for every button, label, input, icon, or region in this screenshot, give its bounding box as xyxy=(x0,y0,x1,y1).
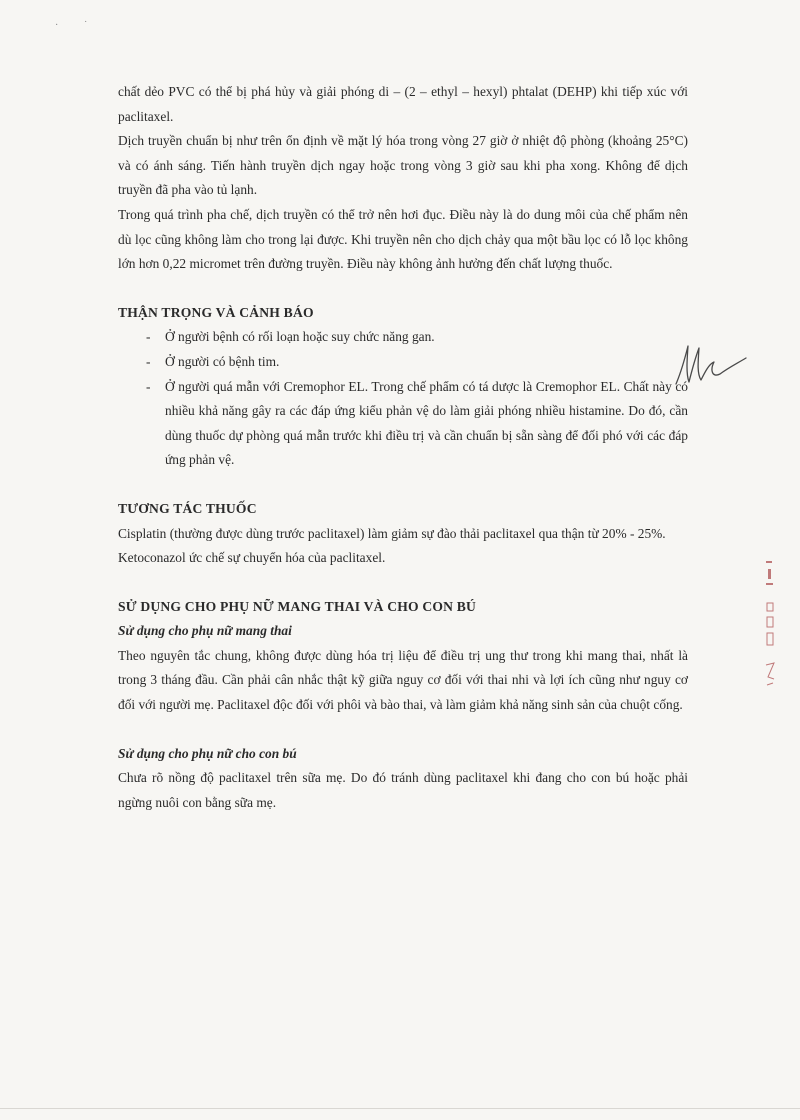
intro-paragraph-3: Trong quá trình pha chế, dịch truyền có thể trở nên hơi đục. Điều này là do dung môi của chế phẩm nên dù lọc cũng không làm cho trong lại được. Khi truyền nên cho dịch chảy qua một bầu lọc có lỗ lọc không lớn hơn 0,22 micromet trên đường truyền. Điều này không ảnh hưởng đến chất lượng thuốc. xyxy=(118,206,688,272)
edge-stamp-icon xyxy=(762,555,792,705)
scan-mark: ˙ xyxy=(84,20,88,31)
pregnancy-heading: SỬ DỤNG CHO PHỤ NỮ MANG THAI VÀ CHO CON BÚ xyxy=(118,598,477,614)
handwritten-initials-icon xyxy=(672,340,752,390)
list-item xyxy=(118,325,688,350)
list-item-text: Ở người bệnh có rối loạn hoặc suy chức năng gan. xyxy=(165,329,435,345)
precautions-list xyxy=(118,325,688,473)
interactions-heading: TƯƠNG TÁC THUỐC xyxy=(118,500,257,516)
bullet-dash: - xyxy=(146,329,151,345)
bullet-dash: - xyxy=(146,378,151,394)
list-item-text: Ở người có bệnh tim. xyxy=(165,353,280,369)
list-item xyxy=(118,350,688,375)
interactions-paragraph-2: Ketoconazol ức chế sự chuyển hóa của paclitaxel. xyxy=(118,550,386,566)
bullet-dash: - xyxy=(146,353,151,369)
intro-paragraph-2: Dịch truyền chuẩn bị như trên ổn định về mặt lý hóa trong vòng 27 giờ ở nhiệt độ phòng (khoảng 25°C) và có ánh sáng. Tiến hành truyền dịch ngay hoặc trong vòng 3 giờ sau khi pha xong. Không để dịch truyền đã pha vào tủ lạnh. xyxy=(118,133,688,198)
list-item-text: Ở người quá mẫn với Cremophor EL. Trong chế phẩm có tá dược là Cremophor EL. Chất này có nhiều khả năng gây ra các đáp ứng kiểu phản vệ do làm giải phóng nhiều histamine. Do đó, cần dùng thuốc dự phòng quá mẫn trước khi điều trị và cần chuẩn bị sẵn sàng để đối phó với các đáp ứng phản vệ. xyxy=(165,378,688,468)
list-item xyxy=(118,375,688,473)
lactation-subheading: Sử dụng cho phụ nữ cho con bú xyxy=(118,745,297,761)
document-body xyxy=(118,80,688,815)
scan-mark: · xyxy=(55,20,59,31)
interactions-paragraph-1: Cisplatin (thường được dùng trước paclitaxel) làm giảm sự đào thải paclitaxel qua thận từ 20% - 25%. xyxy=(118,525,666,541)
page-edge-line xyxy=(0,1108,800,1109)
pregnant-subheading: Sử dụng cho phụ nữ mang thai xyxy=(118,623,292,639)
precautions-heading: THẬN TRỌNG VÀ CẢNH BÁO xyxy=(118,304,314,320)
lactation-paragraph: Chưa rõ nồng độ paclitaxel trên sữa mẹ. Do đó tránh dùng paclitaxel khi đang cho con bú hoặc phải ngừng nuôi con bằng sữa mẹ. xyxy=(118,770,688,810)
pregnant-paragraph: Theo nguyên tắc chung, không được dùng hóa trị liệu để điều trị ung thư trong khi mang thai, nhất là trong 3 tháng đầu. Cần phải cân nhắc thật kỹ giữa nguy cơ đối với thai nhi và lợi ích cũng như nguy cơ đối với người mẹ. Paclitaxel độc đối với phôi và bào thai, và làm giảm khả năng sinh sản của chuột cống. xyxy=(118,647,688,713)
intro-paragraph-1: chất dẻo PVC có thể bị phá hủy và giải phóng di – (2 – ethyl – hexyl) phtalat (DEHP) khi tiếp xúc với paclitaxel. xyxy=(118,84,688,124)
